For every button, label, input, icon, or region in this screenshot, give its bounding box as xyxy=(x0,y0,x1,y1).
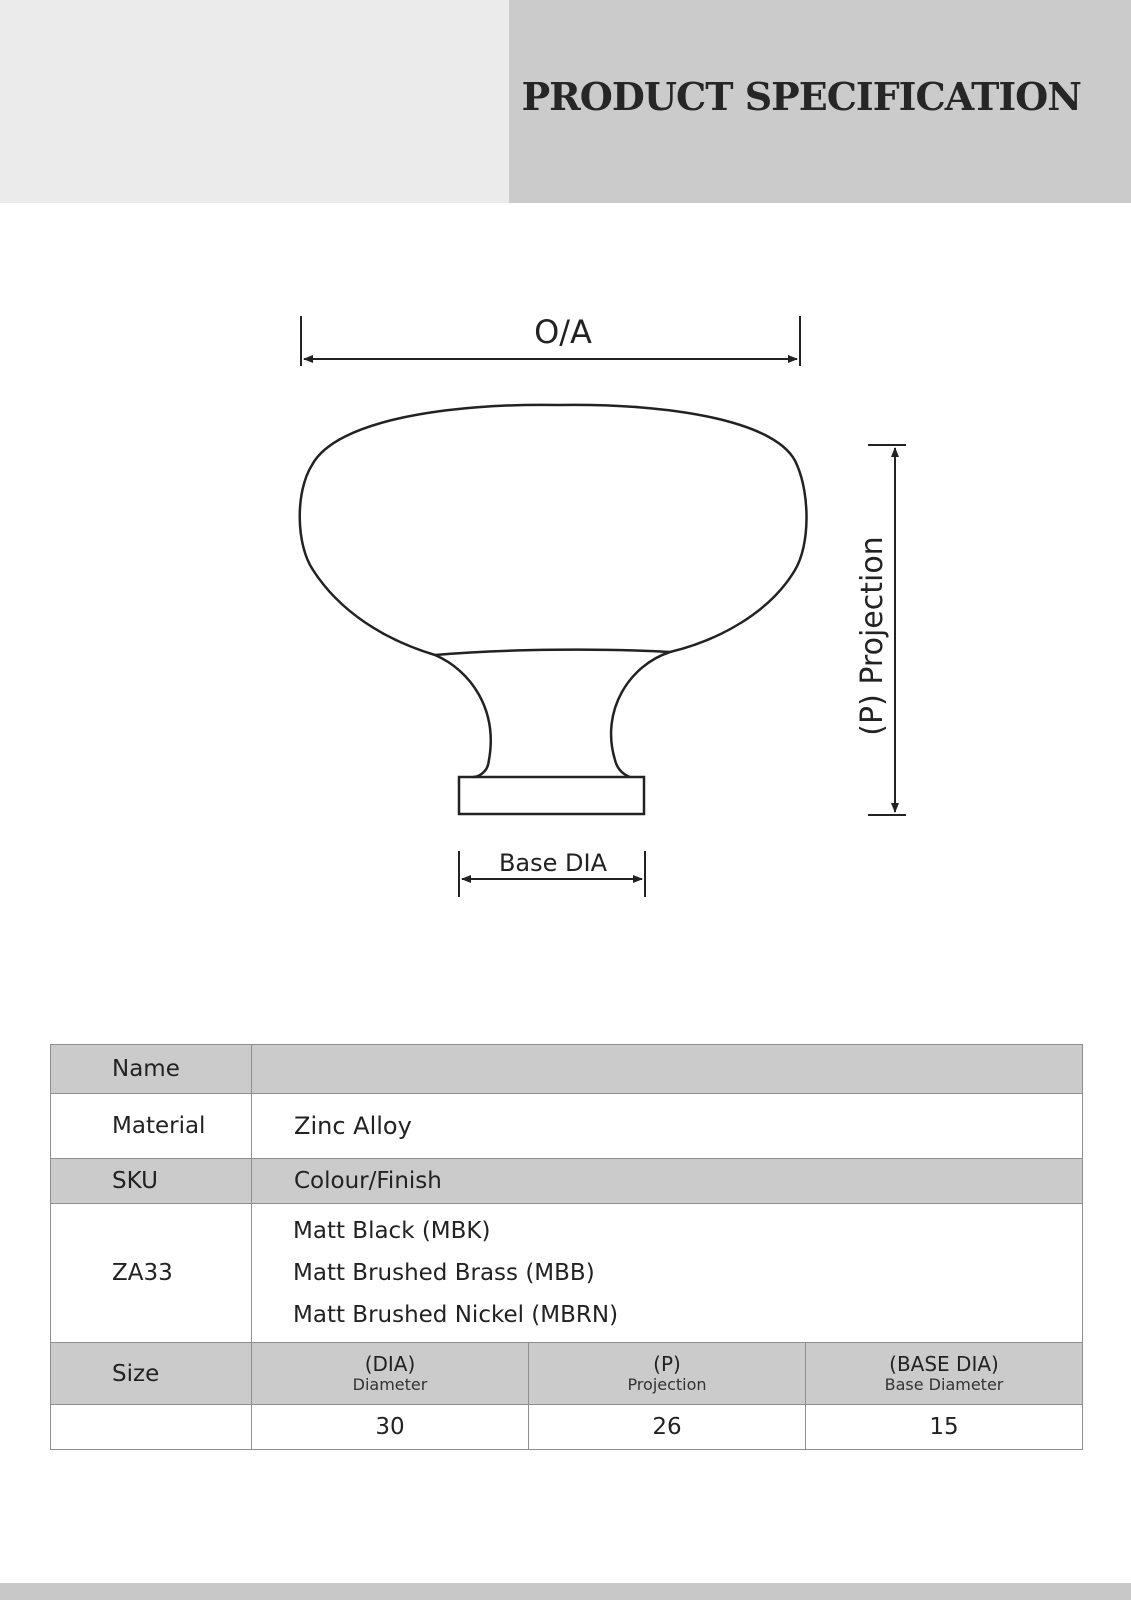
overall-dimension xyxy=(301,313,800,366)
sku-label: SKU xyxy=(51,1159,252,1204)
name-value xyxy=(252,1045,1083,1094)
finish-item: Matt Black (MBK) xyxy=(293,1218,491,1244)
header-title-panel xyxy=(509,0,1131,203)
spec-table xyxy=(50,1044,1083,1450)
size-code: (P) xyxy=(653,1351,681,1376)
technical-drawing xyxy=(0,203,1131,923)
header-logo-panel xyxy=(0,0,509,203)
sku-row xyxy=(51,1204,1083,1343)
footer-bar xyxy=(0,1583,1131,1600)
size-value-row xyxy=(51,1405,1083,1450)
knob-outline xyxy=(300,405,807,814)
base-dimension xyxy=(459,849,645,897)
size-value-diameter: 30 xyxy=(252,1405,529,1450)
size-col-base-diameter xyxy=(806,1343,1083,1405)
material-label: Material xyxy=(51,1094,252,1159)
projection-dimension xyxy=(855,445,906,815)
size-desc: Diameter xyxy=(352,1374,428,1394)
size-label: Size xyxy=(51,1343,252,1405)
material-value: Zinc Alloy xyxy=(252,1094,1083,1159)
sku-header-row xyxy=(51,1159,1083,1204)
size-header-row xyxy=(51,1343,1083,1405)
name-row xyxy=(51,1045,1083,1094)
size-value-blank xyxy=(51,1405,252,1450)
size-desc: Base Diameter xyxy=(884,1374,1004,1394)
size-value-base-diameter: 15 xyxy=(806,1405,1083,1450)
sku-value: ZA33 xyxy=(51,1204,252,1343)
size-code: (DIA) xyxy=(364,1351,416,1376)
material-row xyxy=(51,1094,1083,1159)
finish-list xyxy=(252,1204,1083,1343)
base-label: Base DIA xyxy=(498,849,608,877)
finish-item: Matt Brushed Brass (MBB) xyxy=(293,1260,595,1286)
finish-header: Colour/Finish xyxy=(252,1159,1083,1204)
page-title: PRODUCT SPECIFICATION xyxy=(521,74,1081,119)
size-code: (BASE DIA) xyxy=(889,1351,999,1376)
overall-label: O/A xyxy=(534,313,592,351)
size-col-projection xyxy=(529,1343,806,1405)
size-desc: Projection xyxy=(627,1374,707,1394)
size-value-projection: 26 xyxy=(529,1405,806,1450)
size-col-diameter xyxy=(252,1343,529,1405)
projection-label: (P) Projection xyxy=(855,536,890,736)
name-label: Name xyxy=(51,1045,252,1094)
finish-item: Matt Brushed Nickel (MBRN) xyxy=(293,1302,619,1328)
